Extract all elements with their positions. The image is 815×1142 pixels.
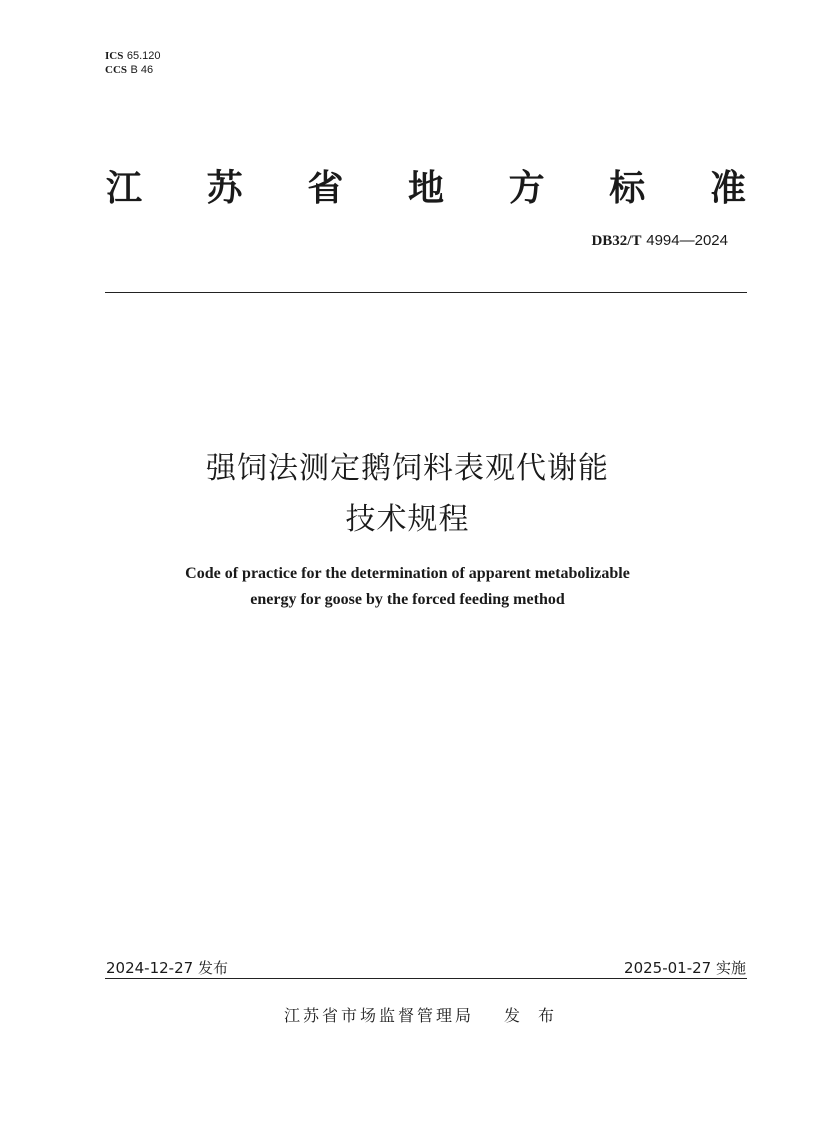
standard-type-char: 方 bbox=[508, 167, 545, 209]
standard-type-char: 准 bbox=[709, 167, 746, 209]
standard-type-char: 江 bbox=[106, 167, 143, 209]
standard-type-char: 省 bbox=[307, 167, 344, 209]
ics-code bbox=[105, 49, 161, 63]
standard-type-char: 苏 bbox=[206, 167, 243, 209]
publisher-name: 江苏省市场监督管理局 bbox=[284, 1006, 475, 1025]
english-title-line-2: energy for goose by the forced feeding method bbox=[250, 591, 565, 608]
publisher-action: 发布 bbox=[504, 1006, 573, 1025]
standard-type-heading bbox=[106, 163, 746, 207]
ics-value: 65.120 bbox=[126, 50, 161, 62]
ccs-value: B 46 bbox=[130, 64, 154, 76]
standard-type-char: 地 bbox=[407, 167, 444, 209]
top-divider bbox=[105, 292, 747, 293]
ics-label: ICS bbox=[105, 50, 124, 62]
classification-codes bbox=[105, 49, 161, 77]
ccs-code bbox=[105, 63, 161, 77]
publisher-line bbox=[284, 1003, 572, 1026]
chinese-title-line-1: 强饲法测定鹅饲料表观代谢能 bbox=[206, 451, 609, 486]
standard-number bbox=[591, 231, 728, 250]
chinese-title-line-2: 技术规程 bbox=[345, 502, 470, 537]
standard-number-prefix: DB32/T bbox=[591, 233, 642, 249]
english-title-line-1: Code of practice for the determination of apparent metabolizable bbox=[185, 565, 630, 582]
ccs-label: CCS bbox=[105, 64, 128, 76]
standard-type-char: 标 bbox=[609, 167, 646, 209]
implementation-date: 2025-01-27 实施 bbox=[624, 959, 746, 977]
standard-number-value: 4994—2024 bbox=[646, 232, 728, 249]
bottom-divider bbox=[105, 978, 747, 979]
issue-date: 2024-12-27 发布 bbox=[106, 959, 228, 977]
